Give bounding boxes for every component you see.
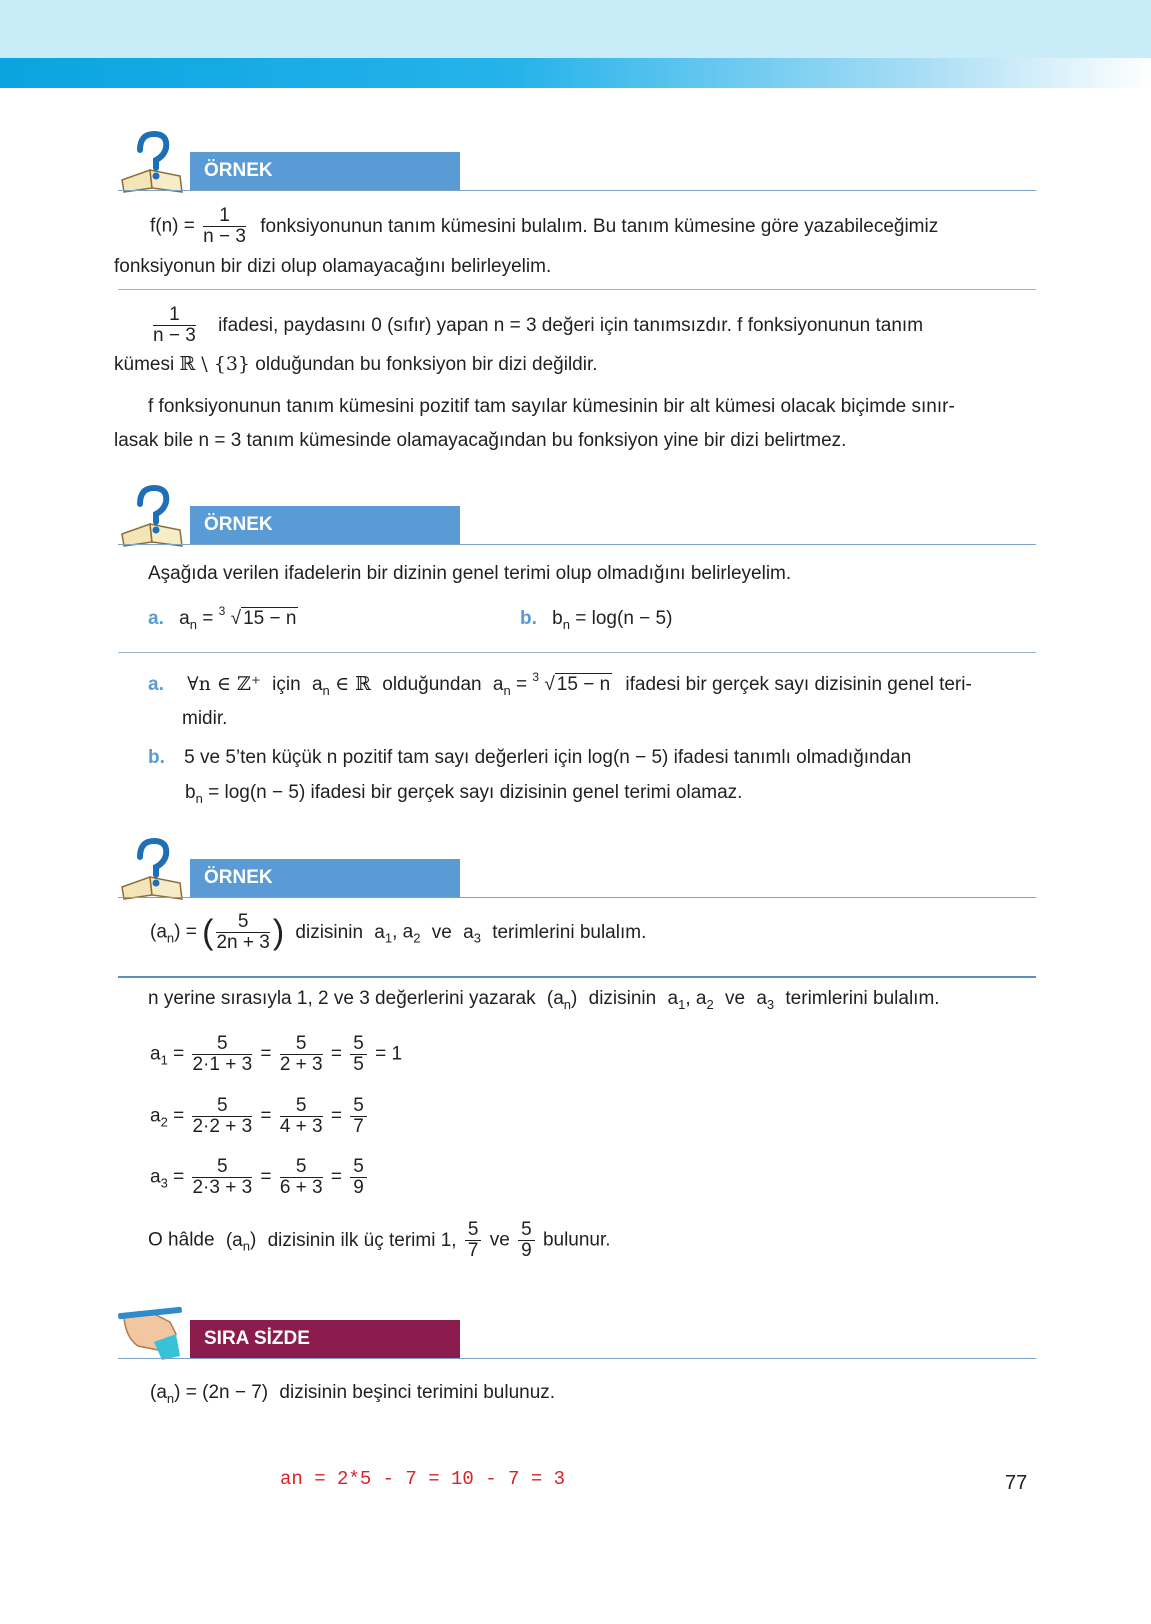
header-rule xyxy=(118,190,1036,191)
ornek-header-1 xyxy=(118,152,1036,192)
sira-sizde-header xyxy=(118,1320,1036,1360)
ex2-item-a: a. $a_n$ = 3 √ 15 − n xyxy=(148,604,297,632)
ex1-solution-line3: f fonksiyonunun tanım kümesini pozitif tam sayılar kümesinin bir alt kümesi olacak biçimde sınır- xyxy=(148,396,955,417)
ex3-intro: n yerine sırasıyla 1, 2 ve 3 değerlerini yazarak $(a_n)$ dizisinin $a_1$, $a_2$ ve $a_3$ terimlerini bulalım. xyxy=(148,988,940,1012)
ornek-tag: ÖRNEK xyxy=(190,506,460,544)
calc-row-1: $a_1$ = $\frac{5}{2\cdot 1 + 3}$ = $\frac{5}{2 + 3}$ = $\frac{5}{5}$ = 1 xyxy=(150,1033,403,1075)
ex3-conclusion: O hâlde $(a_n)$ dizisinin ilk üç terimi 1, $\frac{5}{7}$ ve $\frac{5}{9}$ bulunur. xyxy=(148,1219,611,1261)
cube-root: 3 √ 15 − n xyxy=(218,604,297,629)
ornek-tag: ÖRNEK xyxy=(190,859,460,897)
separator xyxy=(118,976,1036,978)
ex1-solution-line2: kümesi ℝ \ {3} olduğundan bu fonksiyon bir dizi değildir. xyxy=(114,353,598,375)
hand-pencil-icon xyxy=(118,1298,188,1362)
fraction: $\frac{1}{n - 3}$ xyxy=(153,304,196,346)
ornek-header-2 xyxy=(118,506,1036,546)
ornek-header-3 xyxy=(118,859,1036,899)
calc-row-2: $a_2$ = $\frac{5}{2\cdot 2 + 3}$ = $\frac{5}{4 + 3}$ = $\frac{5}{7}$ xyxy=(150,1096,370,1137)
fraction: $\frac{1}{n - 3}$ xyxy=(203,205,246,247)
header-rule xyxy=(118,1358,1036,1359)
ex2-solution-a: a. ∀n ∈ ℤ⁺ için $a_n$ ∈ ℝ olduğundan $a_n$ = 3 √ 15 − n ifadesi bir gerçek sayı dizisinin genel teri- xyxy=(148,670,972,698)
ornek-tag: ÖRNEK xyxy=(190,152,460,190)
ex2-solution-b-cont: $b_n = \log(n - 5)$ ifadesi bir gerçek sayı dizisinin genel terimi olamaz. xyxy=(185,782,743,806)
fraction: $\frac{5}{2n + 3}$ xyxy=(216,911,270,953)
book-question-icon xyxy=(118,484,188,548)
question-text: fonksiyonunun tanım kümesini bulalım. Bu tanım kümesine göre yazabileceğimiz xyxy=(260,215,939,237)
ex4-task: $(a_n) = (2n - 7)$ dizisinin beşinci terimini bulunuz. xyxy=(150,1382,556,1406)
sira-sizde-tag: SIRA SİZDE xyxy=(190,1320,460,1358)
handwritten-answer: an = 2*5 - 7 = 10 - 7 = 3 xyxy=(280,1468,566,1490)
ex2-question: Aşağıda verilen ifadelerin bir dizinin genel terimi olup olmadığını belirleyelim. xyxy=(148,563,792,584)
ex2-solution-a-cont: midir. xyxy=(182,708,228,729)
top-band xyxy=(0,0,1151,58)
cube-root: 3 √ 15 − n xyxy=(532,670,611,695)
top-color-bar xyxy=(0,58,1151,88)
ex1-solution-line4: lasak bile n = 3 tanım kümesinde olamayacağından bu fonksiyon yine bir dizi belirtmez. xyxy=(114,430,847,451)
ex2-item-b: b. $b_n = \log(n - 5)$ xyxy=(520,608,673,632)
header-rule xyxy=(118,897,1036,898)
ex2-solution-b: b. 5 ve 5’ten küçük n pozitif tam sayı değerleri için log(n − 5) ifadesi tanımlı olmadığından xyxy=(148,747,912,768)
ex1-solution-line1: $\frac{1}{n - 3}$ ifadesi, paydasını 0 (sıfır) yapan n = 3 değeri için tanımsızdır. f fonksiyonunun tanım xyxy=(153,304,924,346)
calc-row-3: $a_3$ = $\frac{5}{2\cdot 3 + 3}$ = $\frac{5}{6 + 3}$ = $\frac{5}{9}$ xyxy=(150,1157,370,1198)
header-rule xyxy=(118,544,1036,545)
function-lhs: f(n) = xyxy=(150,215,195,237)
ex3-question: $(a_n)$ = ( $\frac{5}{2n + 3}$ ) dizisinin $a_1$, $a_2$ ve $a_3$ terimlerini bulalım. xyxy=(150,911,647,953)
ex1-question-line2: fonksiyonun bir dizi olup olamayacağını belirleyelim. xyxy=(114,256,552,277)
book-question-icon xyxy=(118,837,188,901)
set-expression: ℝ \ {3} xyxy=(179,353,251,375)
ex1-question xyxy=(150,206,938,247)
page-number: 77 xyxy=(1005,1472,1028,1494)
book-question-icon xyxy=(118,130,188,194)
separator xyxy=(118,652,1036,653)
separator xyxy=(118,289,1036,290)
